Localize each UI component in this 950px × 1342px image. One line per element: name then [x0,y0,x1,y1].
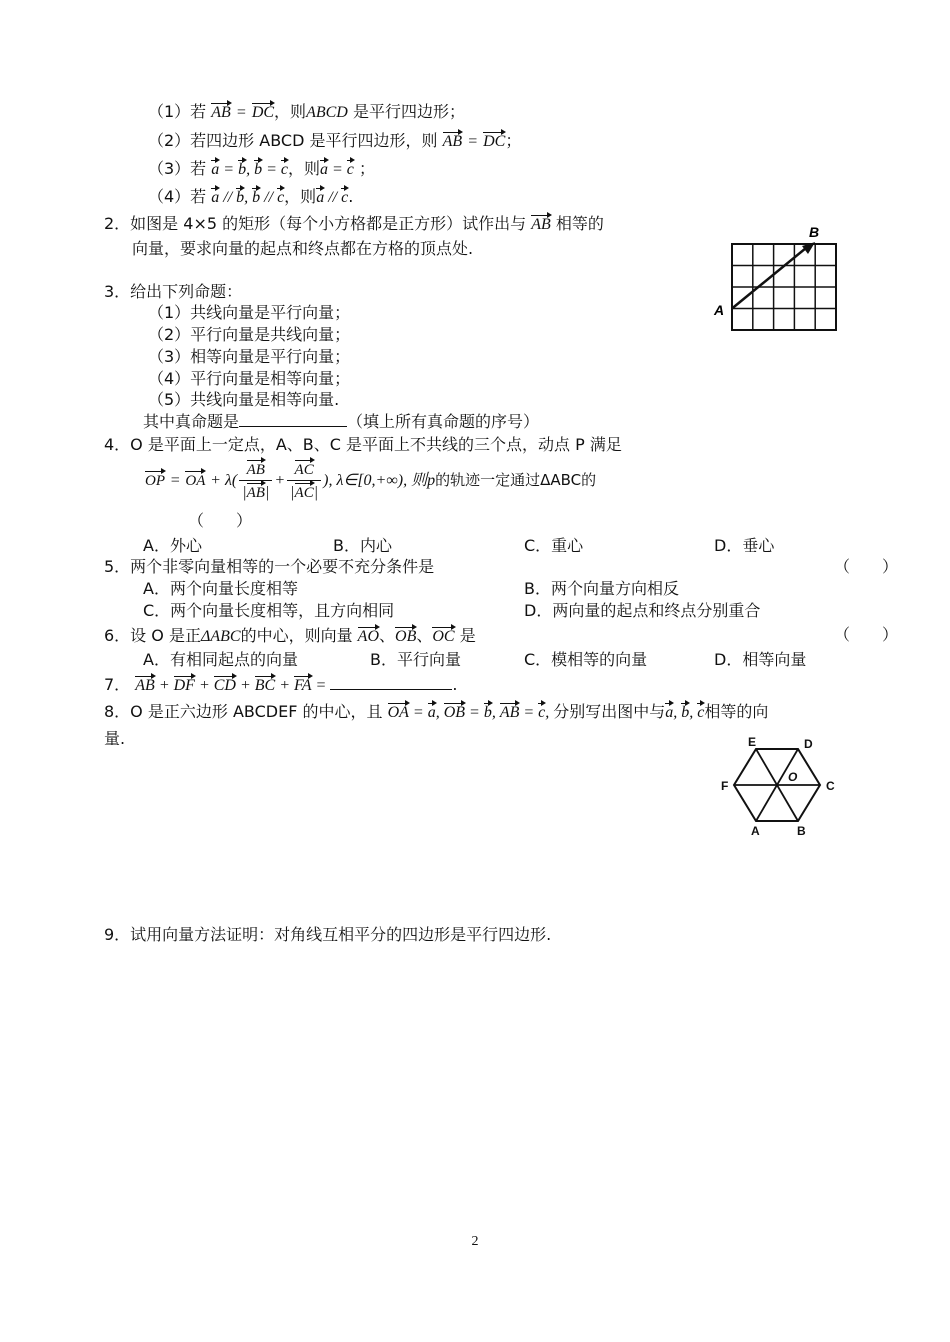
q1-item-3: （3）若 a = b, b = c，则a = c ； [148,159,376,178]
q7-answer-blank[interactable] [330,675,452,690]
q3-item: （3）相等向量是平行向量； [148,347,351,366]
vector-dc: DC [483,130,505,150]
q4-option-b[interactable]: B．内心 [333,536,392,555]
q3-answer: 其中真命题是 （填上所有真命题的序号） [143,412,540,431]
q4-option-a[interactable]: A．外心 [143,536,202,555]
q4-option-c[interactable]: C．重心 [524,536,584,555]
vector-ab: AB [443,130,463,150]
q2-line-2: 向量，要求向量的起点和终点都在方格的顶点处. [132,239,474,258]
vector-ab: AB [211,101,231,121]
q3-item: （1）共线向量是平行向量； [148,303,351,322]
q7-text: 7． AB + DF + CD + BC + FA = . [104,675,458,694]
q6-option-d[interactable]: D．相等向量 [714,650,807,669]
q2-line-1: 2．如图是 4×5 的矩形（每个小方格都是正方形）试作出与 AB 相等的 [104,214,604,233]
q3-title: 3．给出下列命题： [104,282,243,301]
fraction-ac: $\frac{AC}{|AC|}$ [287,458,321,504]
q6-option-c[interactable]: C．模相等的向量 [524,650,648,669]
q3-item: （2）平行向量是共线向量； [148,325,351,344]
vector-ab: AB [531,213,551,233]
hexagon-figure [716,734,846,840]
hexagon-diagonals [734,749,820,821]
label-d: D [804,737,813,751]
q1-item-2: （2）若四边形 ABCD 是平行四边形，则 AB = DC； [148,131,522,150]
q6-text: 6．设 O 是正ΔABC的中心，则向量 AO、OB、OC 是 [104,626,476,645]
q6-option-b[interactable]: B．平行向量 [370,650,461,669]
q1-item-1: （1）若 AB = DC，则ABCD 是平行四边形； [148,102,465,121]
q8-line-1: 8．O 是正六边形 ABCDEF 的中心，且 OA = a, OB = b, AB = c, 分别写出图中与a, b, c相等的向 [104,702,769,721]
vector-dc: DC [252,101,274,121]
q4-text: 4．O 是平面上一定点，A、B、C 是平面上不共线的三个点，动点 P 满足 [104,435,622,454]
answer-blank[interactable] [239,412,347,427]
label-a: A [714,302,725,318]
page-number: 2 [471,1234,479,1249]
label-b: B [797,824,806,838]
q4-formula: OP = OA + λ( $\frac{AB}{|AB|}$ + $\frac{AC}{|AC|}$ ), λ∈[0,+∞), 则p的轨迹一定通过ΔABC的 [145,456,596,506]
fraction-ab: $\frac{AB}{|AB|}$ [239,458,272,504]
label-b: B [809,224,820,240]
label-e: E [748,735,757,749]
q6-option-a[interactable]: A．有相同起点的向量 [143,650,298,669]
q5-option-d[interactable]: D．两向量的起点和终点分别重合 [524,601,761,620]
label-f: F [721,779,729,793]
q5-paren: （ ） [834,557,899,576]
q9-text: 9．试用向量方法证明：对角线互相平分的四边形是平行四边形. [104,925,552,944]
q5-option-b[interactable]: B．两个向量方向相反 [524,579,679,598]
q3-item: （4）平行向量是相等向量； [148,369,351,388]
q5-text: 5．两个非零向量相等的一个必要不充分条件是 [104,557,435,576]
q4-option-d[interactable]: D．垂心 [714,536,775,555]
grid-lines [732,244,836,330]
q1-item-4: （4）若 a // b, b // c，则a // c. [148,187,354,206]
q8-line-2: 量. [104,729,126,748]
q6-paren: （ ） [834,625,899,644]
grid-figure [708,220,842,338]
label-c: C [826,779,835,793]
label-o: O [788,770,798,784]
q5-option-c[interactable]: C．两个向量长度相等，且方向相同 [143,601,395,620]
label-a: A [751,824,760,838]
q5-option-a[interactable]: A．两个向量长度相等 [143,579,298,598]
q4-paren: （ ） [188,511,253,530]
q3-item: （5）共线向量是相等向量. [148,390,340,409]
